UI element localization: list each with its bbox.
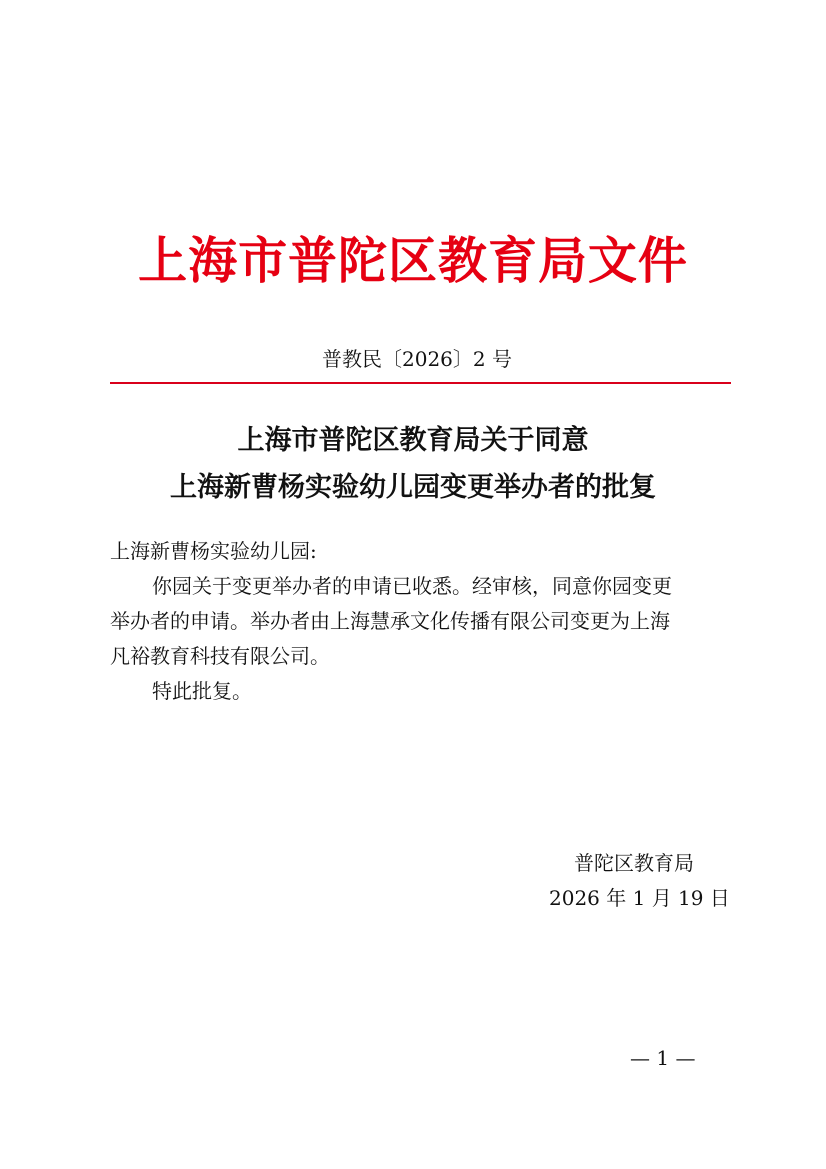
body-line-1: 你园关于变更举办者的申请已收悉。经审核，同意你园变更	[152, 574, 672, 598]
document-title-line-2: 上海新曹杨实验幼儿园变更举办者的批复	[170, 472, 656, 503]
body-paragraph	[110, 569, 730, 674]
page-number: — 1 —	[630, 1046, 696, 1070]
body-line-2: 举办者的申请。举办者由上海慧承文化传播有限公司变更为上海	[110, 609, 670, 633]
signature-date: 2026 年 1 月 19 日	[549, 886, 730, 910]
addressee: 上海新曹杨实验幼儿园:	[110, 539, 317, 563]
document-number: 普教民〔2026〕2 号	[322, 347, 512, 371]
closing-remark: 特此批复。	[152, 679, 252, 703]
masthead-title: 上海市普陀区教育局文件	[138, 231, 688, 290]
body-line-3: 凡裕教育科技有限公司。	[110, 644, 330, 668]
signature-organization: 普陀区教育局	[574, 851, 694, 875]
document-title-line-1: 上海市普陀区教育局关于同意	[237, 425, 589, 456]
red-divider-line	[110, 382, 731, 384]
